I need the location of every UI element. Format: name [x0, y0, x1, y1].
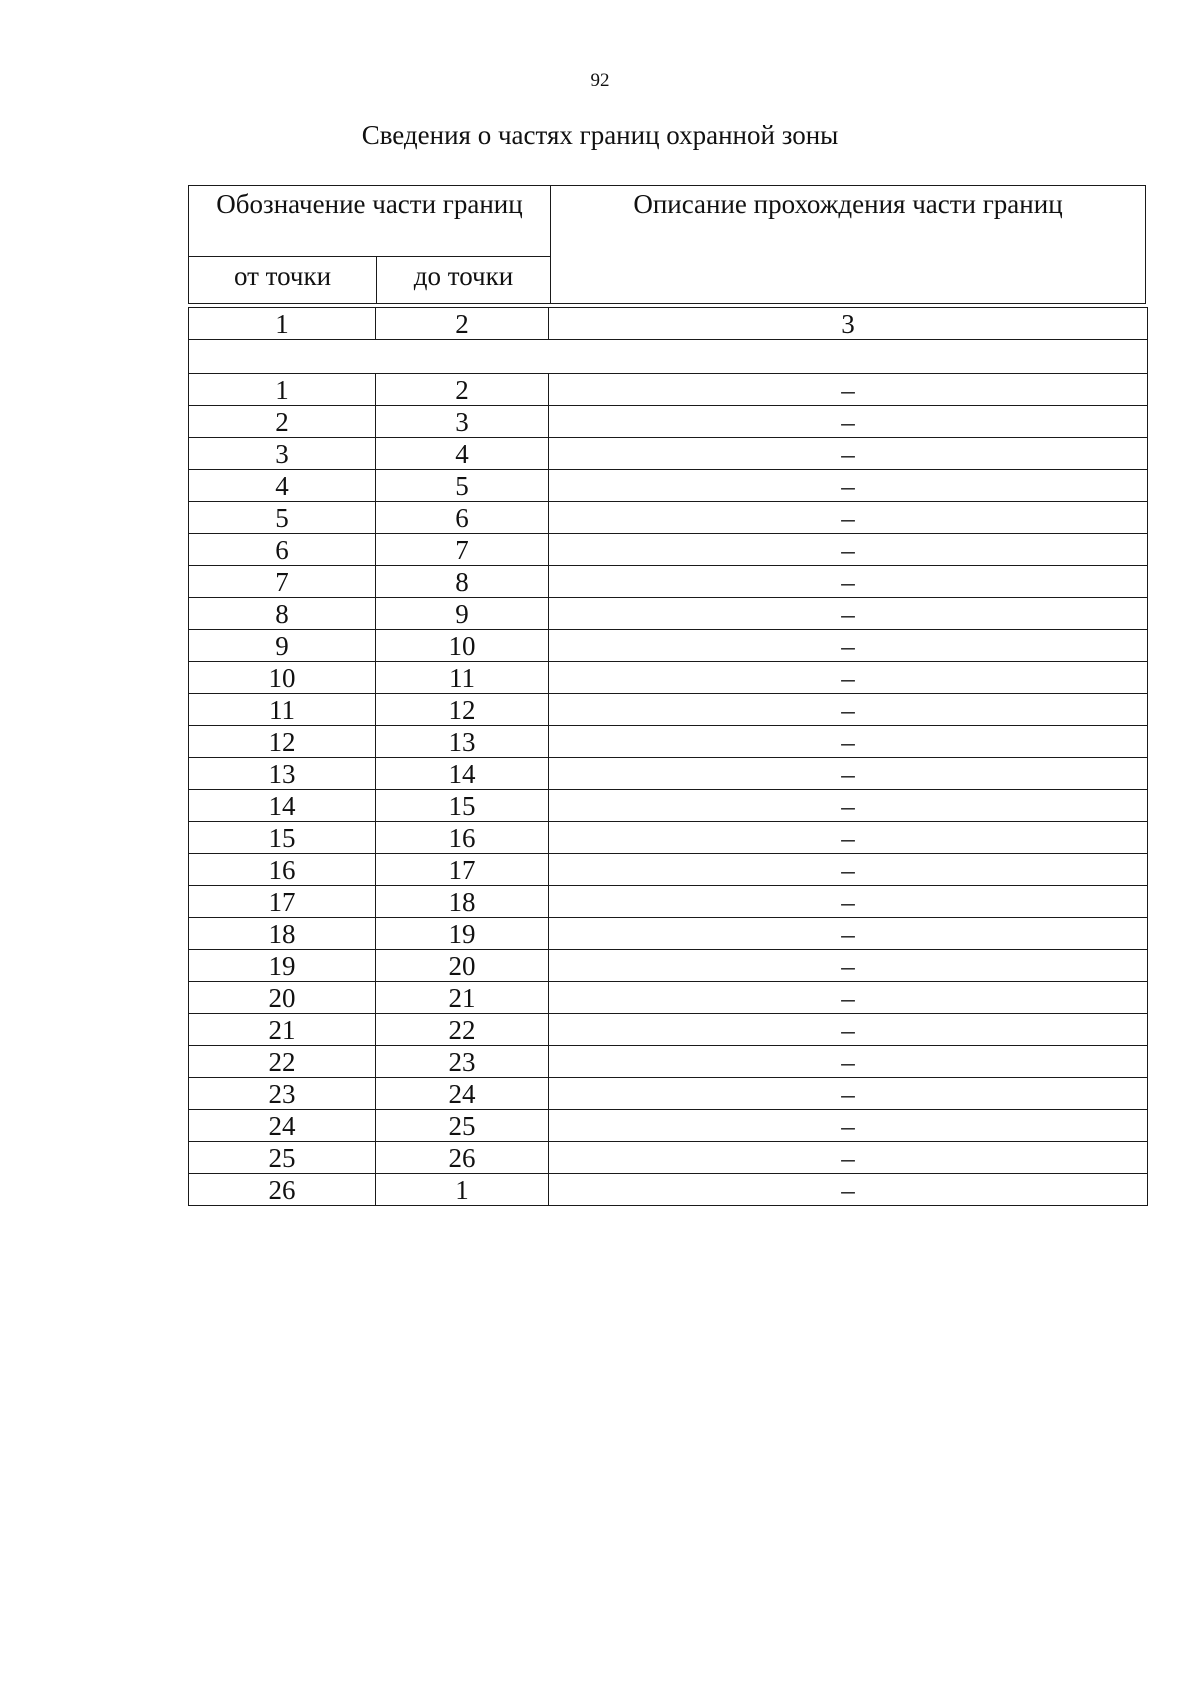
- from-point-cell: 16: [189, 854, 376, 886]
- to-point-cell: 9: [376, 598, 549, 630]
- column-number-cell: 3: [549, 308, 1148, 340]
- table-row: [189, 854, 1148, 886]
- from-point-cell: 20: [189, 982, 376, 1014]
- boundary-table: [188, 307, 1148, 1206]
- to-point-cell: 15: [376, 790, 549, 822]
- description-cell: –: [549, 438, 1148, 470]
- table-row: [189, 1046, 1148, 1078]
- column-number-cell: 2: [376, 308, 549, 340]
- description-cell: –: [549, 822, 1148, 854]
- description-cell: –: [549, 406, 1148, 438]
- section-label: [189, 340, 1148, 374]
- from-point-cell: 22: [189, 1046, 376, 1078]
- header-description: Описание прохождения части границ: [551, 186, 1146, 304]
- section-row: [189, 340, 1148, 374]
- from-point-cell: 17: [189, 886, 376, 918]
- description-cell: –: [549, 790, 1148, 822]
- from-point-cell: 8: [189, 598, 376, 630]
- table-row: [189, 950, 1148, 982]
- table-row: [189, 822, 1148, 854]
- table-row: [189, 918, 1148, 950]
- description-cell: –: [549, 470, 1148, 502]
- from-point-cell: 4: [189, 470, 376, 502]
- to-point-cell: 1: [376, 1174, 549, 1206]
- description-cell: –: [549, 1142, 1148, 1174]
- description-cell: –: [549, 1046, 1148, 1078]
- page-number: 92: [590, 70, 610, 91]
- table-row: [189, 630, 1148, 662]
- from-point-cell: 10: [189, 662, 376, 694]
- from-point-cell: 23: [189, 1078, 376, 1110]
- table-row: [189, 374, 1148, 406]
- from-point-cell: 3: [189, 438, 376, 470]
- table-row: [189, 1014, 1148, 1046]
- description-cell: –: [549, 502, 1148, 534]
- table-row: [189, 790, 1148, 822]
- to-point-cell: 13: [376, 726, 549, 758]
- table-row: [189, 662, 1148, 694]
- table-row: [189, 406, 1148, 438]
- description-cell: –: [549, 1078, 1148, 1110]
- to-point-cell: 6: [376, 502, 549, 534]
- column-number-row: [189, 308, 1148, 340]
- table-row: [189, 982, 1148, 1014]
- from-point-cell: 13: [189, 758, 376, 790]
- to-point-cell: 18: [376, 886, 549, 918]
- description-cell: –: [549, 854, 1148, 886]
- to-point-cell: 10: [376, 630, 549, 662]
- description-cell: –: [549, 374, 1148, 406]
- to-point-cell: 7: [376, 534, 549, 566]
- from-point-cell: 21: [189, 1014, 376, 1046]
- from-point-cell: 1: [189, 374, 376, 406]
- table-row: [189, 1142, 1148, 1174]
- description-cell: –: [549, 758, 1148, 790]
- table-body: [189, 308, 1148, 1206]
- to-point-cell: 4: [376, 438, 549, 470]
- to-point-cell: 16: [376, 822, 549, 854]
- table-row: [189, 1078, 1148, 1110]
- from-point-cell: 7: [189, 566, 376, 598]
- from-point-cell: 26: [189, 1174, 376, 1206]
- description-cell: –: [549, 950, 1148, 982]
- description-cell: –: [549, 598, 1148, 630]
- from-point-cell: 19: [189, 950, 376, 982]
- description-cell: –: [549, 662, 1148, 694]
- description-cell: –: [549, 726, 1148, 758]
- description-cell: –: [549, 918, 1148, 950]
- to-point-cell: 20: [376, 950, 549, 982]
- from-point-cell: 24: [189, 1110, 376, 1142]
- to-point-cell: 22: [376, 1014, 549, 1046]
- table-row: [189, 598, 1148, 630]
- to-point-cell: 23: [376, 1046, 549, 1078]
- description-cell: –: [549, 630, 1148, 662]
- to-point-cell: 12: [376, 694, 549, 726]
- description-cell: –: [549, 566, 1148, 598]
- header-to-point: до точки: [377, 257, 551, 304]
- from-point-cell: 25: [189, 1142, 376, 1174]
- table-row: [189, 470, 1148, 502]
- from-point-cell: 12: [189, 726, 376, 758]
- description-cell: –: [549, 694, 1148, 726]
- table-row: [189, 534, 1148, 566]
- header-from-point: от точки: [189, 257, 377, 304]
- description-cell: –: [549, 1110, 1148, 1142]
- table-row: [189, 1174, 1148, 1206]
- to-point-cell: 19: [376, 918, 549, 950]
- header-designation: Обозначение части границ: [189, 186, 551, 257]
- to-point-cell: 25: [376, 1110, 549, 1142]
- to-point-cell: 24: [376, 1078, 549, 1110]
- from-point-cell: 18: [189, 918, 376, 950]
- description-cell: –: [549, 982, 1148, 1014]
- description-cell: –: [549, 534, 1148, 566]
- table-row: [189, 438, 1148, 470]
- to-point-cell: 8: [376, 566, 549, 598]
- to-point-cell: 5: [376, 470, 549, 502]
- table-row: [189, 694, 1148, 726]
- table-row: [189, 566, 1148, 598]
- document-title: Сведения о частях границ охранной зоны: [361, 120, 839, 150]
- to-point-cell: 2: [376, 374, 549, 406]
- to-point-cell: 21: [376, 982, 549, 1014]
- table-row: [189, 502, 1148, 534]
- to-point-cell: 17: [376, 854, 549, 886]
- description-cell: –: [549, 1014, 1148, 1046]
- table-row: [189, 1110, 1148, 1142]
- from-point-cell: 15: [189, 822, 376, 854]
- description-cell: –: [549, 886, 1148, 918]
- to-point-cell: 14: [376, 758, 549, 790]
- from-point-cell: 6: [189, 534, 376, 566]
- from-point-cell: 5: [189, 502, 376, 534]
- column-number-cell: 1: [189, 308, 376, 340]
- table-header: [188, 185, 1146, 304]
- from-point-cell: 11: [189, 694, 376, 726]
- from-point-cell: 2: [189, 406, 376, 438]
- table-row: [189, 726, 1148, 758]
- table-row: [189, 886, 1148, 918]
- to-point-cell: 11: [376, 662, 549, 694]
- to-point-cell: 3: [376, 406, 549, 438]
- from-point-cell: 14: [189, 790, 376, 822]
- to-point-cell: 26: [376, 1142, 549, 1174]
- description-cell: –: [549, 1174, 1148, 1206]
- from-point-cell: 9: [189, 630, 376, 662]
- table-row: [189, 758, 1148, 790]
